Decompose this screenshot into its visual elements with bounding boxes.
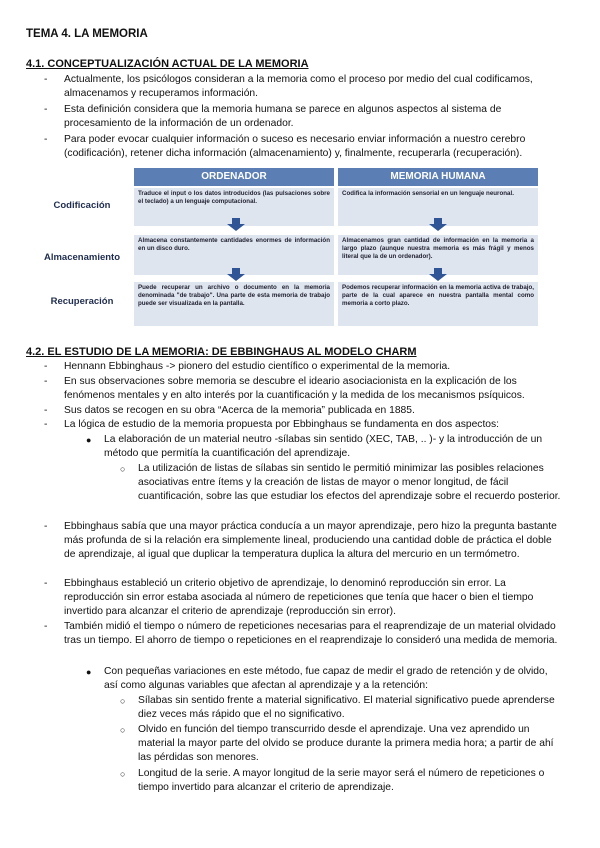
dash-marker: - [44,134,48,145]
section-1-heading: 4.1. CONCEPTUALIZACIÓN ACTUAL DE LA MEMORIA [26,58,309,70]
column-header-memoria-humana: MEMORIA HUMANA [338,168,538,186]
bullet-text: Olvido en función del tiempo transcurrido desde el aprendizaje. Una vez aprendido un material la mayor parte del olvido se produce durante la primera media hora; a partir de ahí las pérdidas son menores. [138,724,554,764]
sub-sub-bullet [120,694,564,722]
section-2-bullet [44,404,564,418]
section-2-bullet [44,520,564,563]
cell-humana-almacenamiento: Almacenamos gran cantidad de información en la memoria a largo plazo (aunque nuestra memoria es más frágil y menos literal que la de un ordenador). [338,235,538,275]
sub-sub-bullet [120,767,564,795]
section-2-bullet [44,360,564,374]
cell-ordenador-recuperacion: Puede recuperar un archivo o documento en la memoria denominada "de trabajo". Una parte de esta memoria de trabajo puede ser visualizada en la pantalla. [134,282,334,326]
section-2-bullet [44,418,564,432]
section-1-bullet [44,103,564,131]
row-label-codificacion: Codificación [53,200,111,211]
bullet-text: La lógica de estudio de la memoria propuesta por Ebbinghaus se fundamenta en dos aspectos: [64,419,500,430]
section-2-bullet [44,375,564,403]
sub-sub-bullet [120,723,564,766]
bullet-text: La utilización de listas de sílabas sin sentido le permitió minimizar las posibles relaciones asociativas entre ítems y la creación de listas de mayor o menor longitud, de fácil cuantificación, sobre las que estudiar los efectos del aprendizaje sobre el recuerdo posterior. [138,463,561,503]
column-header-ordenador: ORDENADOR [134,168,334,186]
row-label-almacenamiento: Almacenamiento [43,252,121,263]
bullet-text: Para poder evocar cualquier información o suceso es necesario enviar información a nuestro cerebro (codificación), retener dicha información (almacenamiento) y, finalmente, recuperarla (recuperación). [64,134,526,160]
section-1-bullet [44,133,564,161]
bullet-text: Longitud de la serie. A mayor longitud de la serie mayor será el número de repeticiones o tiempo invertido para alcanzar el criterio de aprendizaje. [138,768,545,794]
circle-marker: ○ [120,464,126,474]
circle-marker: ○ [120,769,126,779]
section-2-bullet [44,620,564,648]
circle-marker: ○ [120,696,126,706]
dash-marker: - [44,376,48,387]
dash-marker: - [44,74,48,85]
cell-humana-codificacion: Codifica la información sensorial en un lenguaje neuronal. [338,188,538,226]
dash-marker: - [44,405,48,416]
document-title: TEMA 4. LA MEMORIA [26,28,148,40]
cell-ordenador-almacenamiento: Almacena constantemente cantidades enormes de información en un disco duro. [134,235,334,275]
bullet-text: También midió el tiempo o número de repeticiones necesarias para el reaprendizaje de un material olvidado tras un tiempo. El ahorro de tiempo o repeticiones en el reaprendizaje lo consideró una medida de memoria. [64,621,558,647]
sub-bullet [86,433,564,461]
bullet-text: Actualmente, los psicólogos consideran a la memoria como el proceso por medio del cual codificamos, almacenamos y recuperamos información. [64,74,533,100]
bullet-text: Sus datos se recogen en su obra “Acerca de la memoria” publicada en 1885. [64,405,415,416]
bullet-text: Sílabas sin sentido frente a material significativo. El material significativo puede aprenderse diez veces más rápido que el no significativo. [138,695,555,721]
bullet-text: Ebbinghaus sabía que una mayor práctica conducía a un mayor aprendizaje, pero hizo la pregunta bastante más profunda de si la relación era simplemente lineal, produciendo una cantidad doble de práctica el doble de aprendizaje, al igual que duplicar la temperatura duplica la altura del mercurio en un termómetro. [64,521,557,561]
section-2-heading: 4.2. EL ESTUDIO DE LA MEMORIA: DE EBBINGHAUS AL MODELO CHARM [26,346,417,358]
bullet-text: Ebbinghaus estableció un criterio objetivo de aprendizaje, lo denominó reproducción sin error. La reproducción sin error estaba asociada al número de repeticiones que tenía que hacer o bien el tiempo invertido para alcanzar el criterio de aprendizaje (reproducción sin error). [64,578,534,618]
dash-marker: - [44,104,48,115]
cell-ordenador-codificacion: Traduce el input o los datos introducidos (las pulsaciones sobre el teclado) a un lenguaje computacional. [134,188,334,226]
comparison-table [30,168,538,328]
cell-humana-recuperacion: Podemos recuperar información en la memoria activa de trabajo, parte de la cual aparece en nuestra pantalla mental como memoria a corto plazo. [338,282,538,326]
bullet-text: En sus observaciones sobre memoria se descubre el ideario asociacionista en la explicación de los fenómenos mentales y en alto interés por la cuantificación y la medida de los mecanismos psíquicos. [64,376,525,402]
circle-marker: ○ [120,725,126,735]
section-1-bullet [44,73,564,101]
bullet-text: La elaboración de un material neutro -sílabas sin sentido (XEC, TAB, .. )- y la introducción de un método que permitía la cuantificación del aprendizaje. [104,434,543,460]
dash-marker: - [44,521,48,532]
bullet-text: Con pequeñas variaciones en este método, fue capaz de medir el grado de retención y de olvido, así como algunas variables que afectan al aprendizaje y a la retención: [104,666,548,692]
bullet-text: Hennann Ebbinghaus -> pionero del estudio científico o experimental de la memoria. [64,361,451,372]
dash-marker: - [44,419,48,430]
sub-sub-bullet [120,462,564,505]
row-label-recuperacion: Recuperación [50,296,114,307]
dash-marker: - [44,361,48,372]
dot-marker: ● [86,667,92,677]
dash-marker: - [44,621,48,632]
dot-marker: ● [86,435,92,445]
section-2-bullet [44,577,564,620]
sub-bullet [86,665,564,693]
bullet-text: Esta definición considera que la memoria humana se parece en algunos aspectos al sistema de procesamiento de la información de un ordenador. [64,104,502,130]
dash-marker: - [44,578,48,589]
